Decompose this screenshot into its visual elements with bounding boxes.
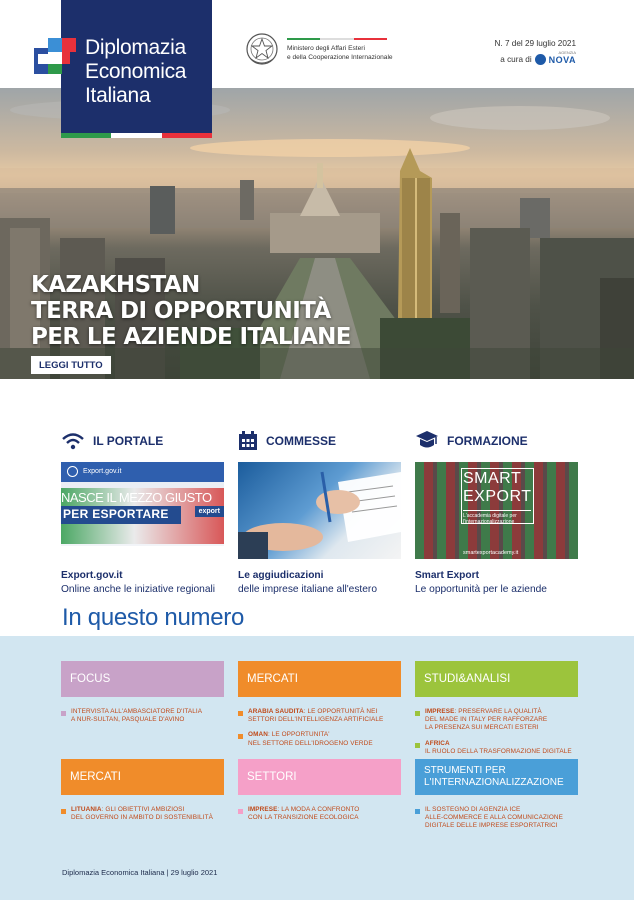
section-items: [238, 708, 401, 748]
section-item[interactable]: [238, 731, 401, 747]
section-item-text: [248, 806, 359, 822]
section-item-line: IL RUOLO DELLA TRASFORMAZIONE DIGITALE: [425, 747, 572, 755]
portal-emblem-icon: [67, 466, 78, 477]
bullet-square-icon: [61, 711, 66, 716]
bullet-square-icon: [415, 743, 420, 748]
nova-wordmark: [548, 49, 576, 65]
card-commesse[interactable]: [238, 430, 401, 595]
card-formazione[interactable]: [415, 430, 578, 595]
section-item[interactable]: [238, 708, 401, 724]
card-formazione-header: [415, 430, 578, 452]
section-item-line: CON LA TRANSIZIONE ECOLOGICA: [248, 814, 359, 822]
card-formazione-title[interactable]: Smart Export: [415, 570, 479, 581]
section-item-keyword: ARABIA SAUDITA: [248, 708, 304, 715]
in-this-issue-heading: In questo numero: [62, 604, 244, 631]
issue-number: N. 7 del 29 luglio 2021: [494, 39, 576, 48]
brand-logo-icon: [34, 38, 76, 78]
portal-site-name: Export.gov.it: [83, 468, 122, 475]
section-item[interactable]: [61, 708, 224, 724]
section-items: [238, 806, 401, 822]
section-item-line1: [248, 708, 383, 716]
section-item-line: A NUR-SULTAN, PASQUALE D'AVINO: [71, 716, 185, 724]
ministry-label: [287, 38, 407, 62]
section-title[interactable]: FOCUS: [61, 661, 224, 697]
section-item-text-part: : LE OPPORTUNITÀ NEI: [303, 708, 378, 715]
ministry-line2: e della Cooperazione Internazionale: [287, 54, 393, 61]
section-item-text-part: : PRESERVARE LA QUALITÀ: [454, 708, 542, 715]
nova-logo-icon: [535, 54, 546, 65]
section-item-text-part: : LA MODA A CONFRONTO: [277, 806, 360, 813]
section-item-keyword: IMPRESE: [425, 708, 455, 715]
bullet-square-icon: [238, 809, 243, 814]
section-item[interactable]: [238, 806, 401, 822]
portal-logos-strip: [61, 546, 224, 559]
hero-title: [31, 272, 351, 350]
section-item-line1: [248, 731, 373, 739]
section-item-keyword: AFRICA: [425, 739, 450, 747]
bullet-square-icon: [61, 809, 66, 814]
portal-tag: export: [195, 506, 224, 517]
bullet-square-icon: [415, 809, 420, 814]
section-item-keyword: LITUANIA: [71, 806, 102, 813]
card-commesse-image[interactable]: [238, 462, 401, 559]
hero-title-line3: PER LE AZIENDE ITALIANE: [31, 324, 351, 350]
section-item-text-part: : GLI OBIETTIVI AMBIZIOSI: [101, 806, 185, 813]
italian-flag-bar: [61, 133, 212, 138]
section-item-line: DIGITALE DELLE IMPRESE ESPORTATRICI: [425, 822, 558, 830]
curated-by-label: a cura di: [500, 55, 532, 64]
read-more-button[interactable]: LEGGI TUTTO: [31, 356, 111, 374]
section-item-line: NEL SETTORE DELL'IDROGENO VERDE: [248, 739, 373, 747]
hero-title-line2: TERRA DI OPPORTUNITÀ: [31, 298, 331, 324]
smart-export-divider: [463, 510, 531, 511]
card-formazione-subtitle: Le opportunità per le aziende: [415, 584, 547, 595]
republic-emblem-icon: [245, 31, 279, 67]
section-item-text: [71, 708, 202, 724]
section-5[interactable]: [238, 759, 401, 829]
section-6[interactable]: [415, 759, 578, 838]
section-item-line: DEL MADE IN ITALY PER RAFFORZARE: [425, 716, 548, 724]
section-item-line1: [71, 708, 202, 716]
ministry-flag-lines: [287, 38, 387, 40]
section-item-keyword: OMAN: [248, 731, 268, 739]
section-item[interactable]: [415, 740, 578, 756]
ministry-line1: Ministero degli Affari Esteri: [287, 45, 365, 52]
section-2[interactable]: [238, 661, 401, 755]
card-portale-subtitle: Online anche le iniziative regionali: [61, 584, 216, 595]
section-item-line1: [425, 806, 563, 814]
section-item-text-part: IL SOSTEGNO DI AGENZIA ICE: [425, 806, 521, 813]
section-item-line1: [248, 806, 359, 814]
bullet-square-icon: [415, 711, 420, 716]
section-1[interactable]: [61, 661, 224, 731]
section-item-line1: [425, 708, 547, 716]
section-items: [61, 806, 224, 822]
hero-title-line1: KAZAKHSTAN: [31, 272, 200, 298]
section-item-line1: [71, 806, 213, 814]
section-item[interactable]: [415, 806, 578, 831]
section-item-text: [425, 740, 572, 756]
brand-block[interactable]: [61, 0, 212, 138]
card-portale-label: IL PORTALE: [93, 434, 164, 448]
section-item-line: SETTORI DELL'INTELLIGENZA ARTIFICIALE: [248, 716, 384, 724]
section-item[interactable]: [415, 708, 578, 733]
section-items: [415, 708, 578, 756]
section-4[interactable]: [61, 759, 224, 829]
card-commesse-label: COMMESSE: [266, 434, 337, 448]
bullet-square-icon: [238, 711, 243, 716]
section-item-line1: [425, 740, 572, 748]
section-title[interactable]: SETTORI: [238, 759, 401, 795]
section-item-text: [71, 806, 213, 822]
section-title[interactable]: STRUMENTI PER L'INTERNAZIONALIZZAZIONE: [415, 759, 578, 795]
card-portale-title[interactable]: Export.gov.it: [61, 570, 123, 581]
smart-export-url: smartexportacademy.it: [463, 550, 519, 556]
section-item-text: [425, 708, 547, 733]
portal-headline2: PER ESPORTARE: [63, 507, 169, 521]
graduation-cap-icon: [415, 430, 439, 452]
card-formazione-image[interactable]: [415, 462, 578, 559]
section-item-line: DEL GOVERNO IN AMBITO DI SOSTENIBILITÀ: [71, 814, 213, 822]
card-portale[interactable]: [61, 430, 224, 595]
section-item[interactable]: [61, 806, 224, 822]
calendar-icon: [238, 431, 258, 451]
portal-headline1: NASCE IL MEZZO GIUSTO: [61, 490, 212, 505]
section-3[interactable]: [415, 661, 578, 763]
section-items: [61, 708, 224, 724]
section-item-keyword: IMPRESE: [248, 806, 278, 813]
wifi-icon: [61, 432, 85, 450]
smart-export-caption1: L'accademia digitale per: [463, 513, 517, 519]
curated-by: [500, 49, 576, 65]
agency-label: AGENZIA: [558, 49, 576, 55]
card-portale-image[interactable]: [61, 462, 224, 559]
smart-export-caption2: l'internazionalizzazione: [463, 519, 515, 525]
card-commesse-subtitle: delle imprese italiane all'estero: [238, 584, 377, 595]
section-item-text: [248, 731, 373, 747]
section-item-text-part: INTERVISTA ALL'AMBASCIATORE D'ITALIA: [71, 708, 203, 715]
section-item-line: ALLE-COMMERCE E ALLA COMUNICAZIONE: [425, 814, 563, 822]
brand-title: Diplomazia Economica Italiana: [85, 36, 187, 107]
card-formazione-label: FORMAZIONE: [447, 434, 528, 448]
section-title[interactable]: MERCATI: [238, 661, 401, 697]
card-portale-header: [61, 430, 224, 452]
signing-contract-illustration: [238, 462, 401, 559]
card-commesse-title[interactable]: Le aggiudicazioni: [238, 570, 324, 581]
section-items: [415, 806, 578, 831]
card-commesse-header: [238, 430, 401, 452]
smart-export-line2: EXPORT: [463, 488, 532, 505]
page-footer: Diplomazia Economica Italiana | 29 luglio 2021: [62, 868, 218, 877]
section-item-text: [248, 708, 383, 724]
section-title[interactable]: STUDI&ANALISI: [415, 661, 578, 697]
section-item-line: LA PRESENZA SUI MERCATI ESTERI: [425, 724, 539, 732]
section-item-text-part: : LE OPPORTUNITA': [267, 731, 330, 739]
page-header: [0, 0, 634, 107]
partner-name[interactable]: NOVA: [548, 54, 576, 65]
bullet-square-icon: [238, 734, 243, 739]
smart-export-line1: SMART: [463, 470, 522, 487]
section-item-text: [425, 806, 563, 831]
section-title[interactable]: MERCATI: [61, 759, 224, 795]
